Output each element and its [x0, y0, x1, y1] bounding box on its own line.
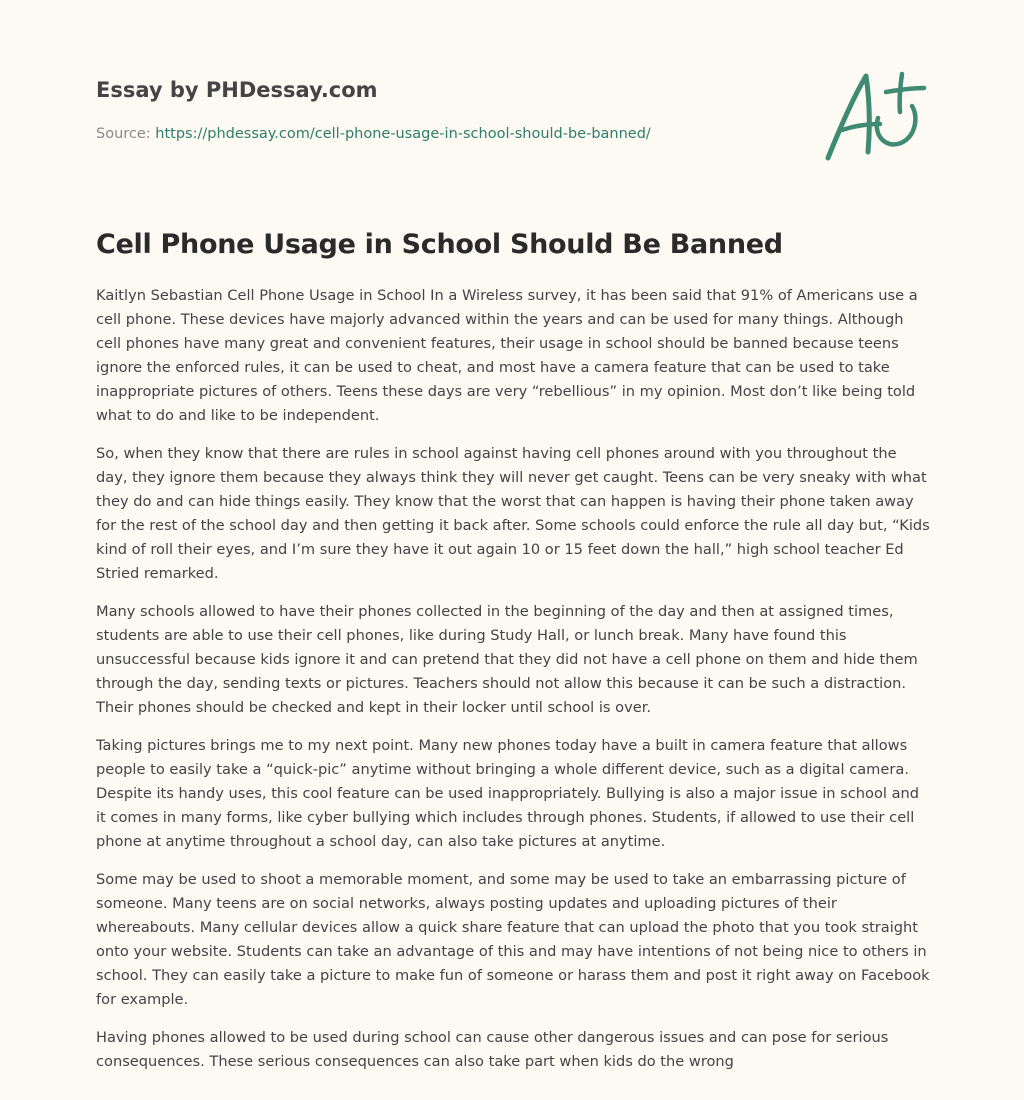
essay-paragraph: Some may be used to shoot a memorable moment, and some may be used to take an embarrassing picture of someone. Many teens are on social networks, always posting updates and uploading pictures of their whereabouts. Many cellular devices allow a quick share feature that can upload the photo that you took straight onto your website. Students can take an advantage of this and may have intentions of not being nice to others in school. They can easily take a picture to make fun of someone or harass them and post it right away on Facebook for example.	[96, 871, 930, 1008]
site-brand: Essay by PHDessay.com	[96, 78, 378, 102]
source-line	[96, 124, 651, 144]
essay-body	[96, 284, 932, 1088]
essay-paragraph: Kaitlyn Sebastian Cell Phone Usage in School In a Wireless survey, it has been said that 91% of Americans use a cell phone. These devices have majorly advanced within the years and can be used for many things. Although cell phones have many great and convenient features, their usage in school should be banned because teens ignore the enforced rules, it can be used to cheat, and most have a camera feature that can be used to take inappropriate pictures of others. Teens these days are very “rebellious” in my opinion. Most don’t like being told what to do and like to be independent.	[96, 287, 918, 424]
essay-paragraph: Having phones allowed to be used during school can cause other dangerous issues and can pose for serious consequences. These serious consequences can also take part when kids do the wrong	[96, 1029, 889, 1070]
essay-title: Cell Phone Usage in School Should Be Banned	[96, 229, 783, 260]
a-plus-logo-icon	[820, 66, 930, 166]
essay-paragraph: So, when they know that there are rules in school against having cell phones around with you throughout the day, they ignore them because they always think they will never get caught. Teens can be very sneaky with what they do and can hide things easily. They know that the worst that can happen is having their phone taken away for the rest of the school day and then getting it back after. Some schools could enforce the rule all day but, “Kids kind of roll their eyes, and I’m sure they have it out again 10 or 15 feet down the hall,” high school teacher Ed Stried remarked.	[96, 445, 930, 582]
page-header	[96, 76, 936, 142]
source-link[interactable]: https://phdessay.com/cell-phone-usage-in-school-should-be-banned/	[155, 126, 651, 142]
essay-paragraph: Many schools allowed to have their phones collected in the beginning of the day and then at assigned times, students are able to use their cell phones, like during Study Hall, or lunch break. Many have found this unsuccessful because kids ignore it and can pretend that they did not have a cell phone on them and hide them through the day, sending texts or pictures. Teachers should not allow this because it can be such a distraction. Their phones should be checked and kept in their locker until school is over.	[96, 603, 918, 716]
source-label: Source:	[96, 126, 156, 142]
essay-paragraph: Taking pictures brings me to my next point. Many new phones today have a built in camera feature that allows people to easily take a “quick-pic” anytime without bringing a whole different device, such as a digital camera. Despite its handy uses, this cool feature can be used inappropriately. Bullying is also a major issue in school and it comes in many forms, like cyber bullying which includes through phones. Students, if allowed to use their cell phone at anytime throughout a school day, can also take pictures at anytime.	[96, 737, 920, 850]
